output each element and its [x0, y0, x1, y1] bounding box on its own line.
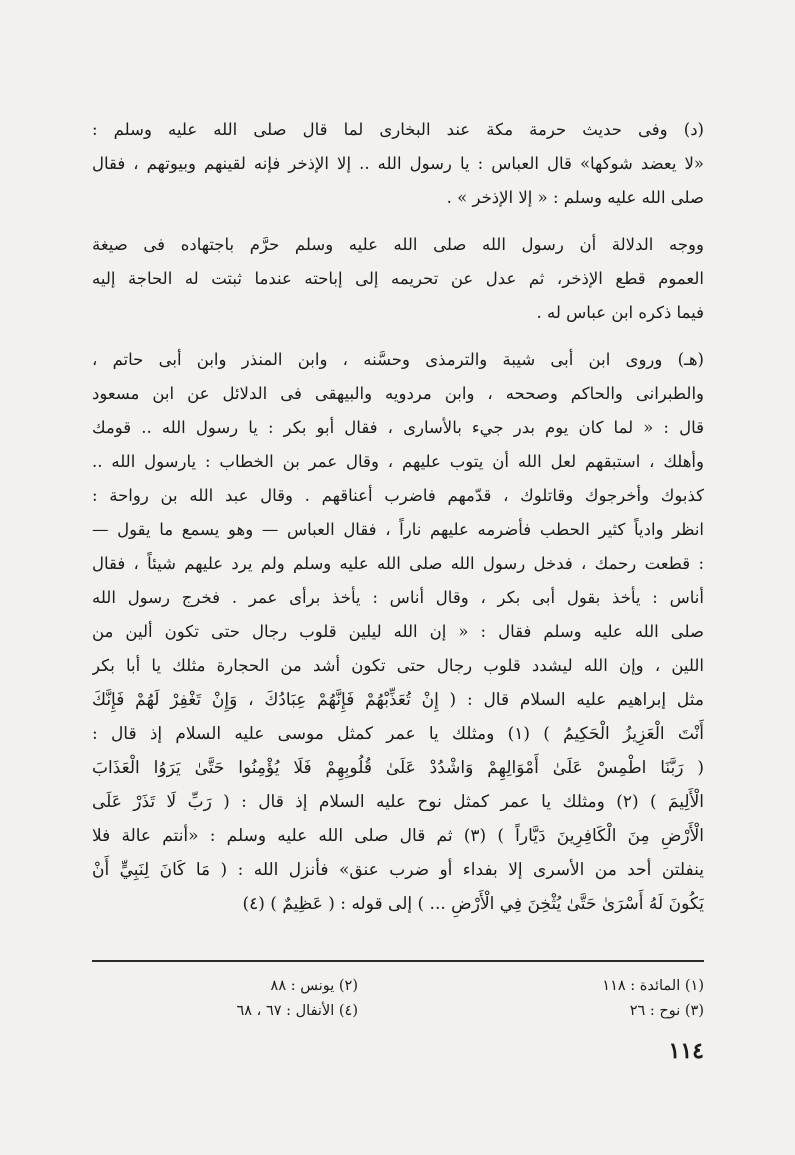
footnote-3: (٣) نوح : ٢٦ [629, 1003, 704, 1019]
main-text [92, 113, 704, 921]
text-line: العموم قطع الإذخر، ثم عدل عن تحريمه إلى إباحته عندما ثبتت له الحاجة إليه [92, 269, 704, 288]
text-line: ينفلتن أحد من الأسرى إلا بفداء أو ضرب عنق» فأنزل الله : ( مَا كَانَ لِنَبِيٍّ أَنْ [92, 860, 704, 880]
footnote-1: (١) المائدة : ١١٨ [602, 978, 704, 994]
text-line: يَكُونَ لَهُ أَسْرَىٰ حَتَّىٰ يُثْخِنَ فِي الْأَرْضِ ... ) إلى قوله : ( عَظِيمٌ ) (٤) [242, 894, 704, 914]
text-line: كذبوك وأخرجوك وقاتلوك ، قدّمهم فاضرب أعناقهم . وقال عبد الله بن رواحة : [92, 486, 704, 505]
text-line: أَنْتَ الْعَزِيزُ الْحَكِيمُ ) (١) ومثلك يا عمر كمثل موسى عليه السلام إذ قال : [92, 724, 704, 744]
footnotes [92, 974, 704, 1024]
text-line: صلى الله عليه وسلم فقال : « إن الله ليلين قلوب رجال حتى تكون ألين من [92, 622, 704, 641]
text-line: انظر وادياً كثير الحطب فأضرمه عليهم ناراً ، فقال العباس — وهو يسمع ما يقول — [92, 520, 704, 539]
text-line: صلى الله عليه وسلم : « إلا الإذخر » . [446, 188, 704, 207]
text-line: : قطعت رحمك ، فدخل رسول الله صلى الله عليه وسلم ولم يرد عليهم شيئاً ، فقال [92, 554, 704, 573]
text-line: الْأَلِيمَ ) (٢) ومثلك يا عمر كمثل نوح عليه السلام إذ قال : ( رَبِّ لَا تَذَرْ عَلَى [92, 792, 704, 812]
quran-quotes [92, 683, 704, 921]
text-line: قال : « لما كان يوم بدر جيء بالأسارى ، فقال أبو بكر : يا رسول الله .. قومك [92, 418, 704, 437]
text-line: الْأَرْضِ مِنَ الْكَافِرِينَ دَيَّاراً ) (٣) ثم قال صلى الله عليه وسلم : «أنتم عالة فلا [92, 826, 704, 846]
footnote-2: (٢) يونس : ٨٨ [270, 978, 358, 994]
text-line: فيما ذكره ابن عباس له . [536, 303, 704, 322]
footnote-divider [92, 960, 704, 962]
footnote-4: (٤) الأنفال : ٦٧ ، ٦٨ [236, 1003, 358, 1019]
text-line: وأهلك ، استبقهم لعل الله أن يتوب عليهم ، وقال عمر بن الخطاب : يارسول الله .. [92, 452, 704, 471]
footnote-row [92, 974, 704, 999]
footnote-row [92, 999, 704, 1024]
text-line: ( رَبَّنَا اطْمِسْ عَلَىٰ أَمْوَالِهِمْ وَاشْدُدْ عَلَىٰ قُلُوبِهِمْ فَلَا يُؤْمِنُوا حَتَّىٰ يَرَوُا الْعَذَابَ [92, 758, 704, 778]
text-line: أناس : يأخذ بقول أبى بكر ، وقال أناس : يأخذ برأى عمر . فخرج رسول الله [92, 588, 704, 607]
text-line: (د) وفى حديث حرمة مكة عند البخارى لما قال صلى الله عليه وسلم : [92, 120, 704, 139]
text-line: مثل إبراهيم عليه السلام قال : ( إِنْ تُعَذِّبْهُمْ فَإِنَّهُمْ عِبَادُكَ ، وَإِنْ تَغْفِرْ لَهُمْ فَإِنَّكَ [92, 690, 704, 710]
text-line: «لا يعضد شوكها» قال العباس : يا رسول الله .. إلا الإذخر فإنه لقينهم وبيوتهم ، فقال [92, 154, 704, 173]
text-line: والطبرانى والحاكم وصححه ، وابن مردويه والبيهقى فى الدلائل عن ابن مسعود [92, 384, 704, 403]
paragraph-d [92, 113, 704, 215]
paragraph-h [92, 343, 704, 683]
page-number: ١١٤ [668, 1038, 704, 1064]
text-line: ووجه الدلالة أن رسول الله صلى الله عليه وسلم حرَّم باجتهاده فى صيغة [92, 235, 704, 254]
text-line: (هـ) وروى ابن أبى شيبة والترمذى وحسَّنه ، وابن المنذر وابن أبى حاتم ، [92, 350, 704, 369]
paragraph-evidence [92, 228, 704, 330]
text-line: اللين ، وإن الله ليشدد قلوب رجال حتى تكون أشد من الحجارة مثلك يا أبا بكر [92, 656, 704, 675]
